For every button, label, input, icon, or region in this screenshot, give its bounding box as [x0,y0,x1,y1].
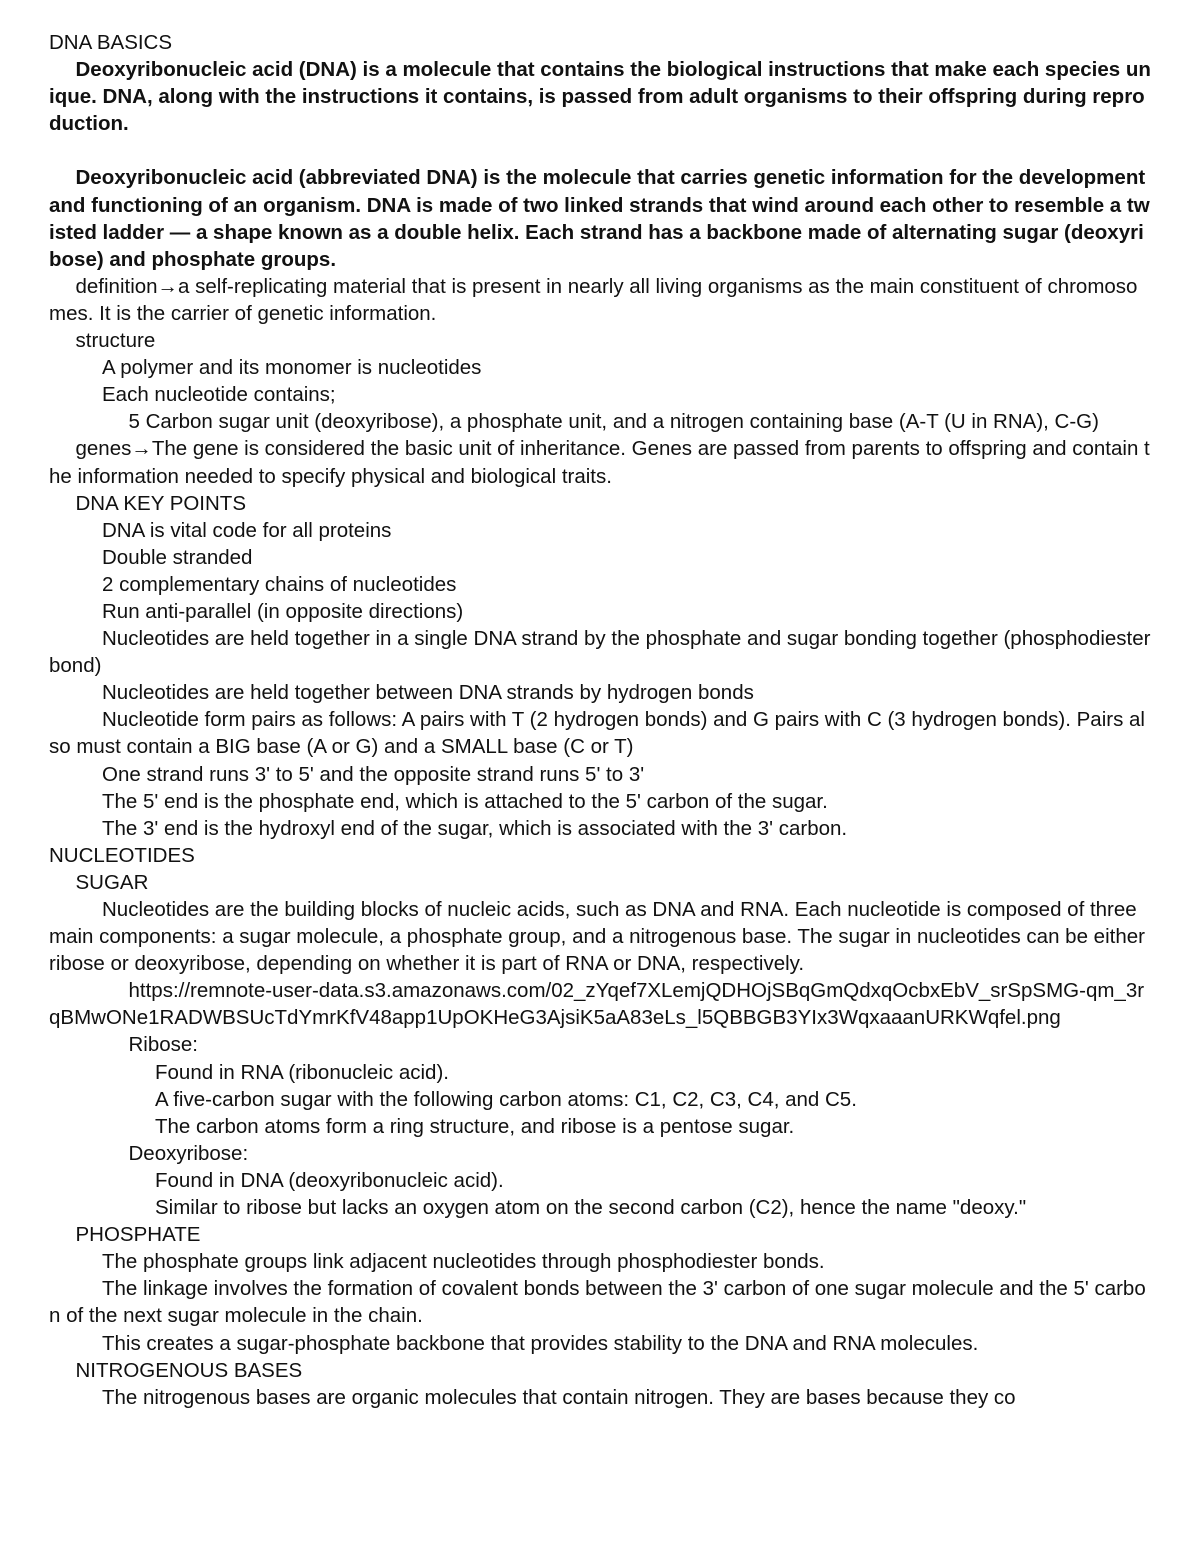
outline-line: Deoxyribonucleic acid (abbreviated DNA) is the molecule that carries genetic information for the development and functioning of an organism. DNA is made of two linked strands that wind around each other to resemble a twisted ladder — a shape known as a double helix. Each strand has a backbone made of alternating sugar (deoxyribose) and phosphate groups. [49,166,1151,271]
outline-line: Similar to ribose but lacks an oxygen atom on the second carbon (C2), hence the name "deoxy." [155,1196,1027,1220]
outline-line: SUGAR [75,870,149,894]
outline-line: Nucleotides are the building blocks of nucleic acids, such as DNA and RNA. Each nucleotide is composed of three main components: a sugar molecule, a phosphate group, and a nitrogenous base. The sugar in nucleotides can be either ribose or deoxyribose, depending on whether it is part of RNA or DNA, respectively. [49,898,1151,976]
outline-line: A five-carbon sugar with the following carbon atoms: C1, C2, C3, C4, and C5. [155,1087,857,1111]
outline-line: PHOSPHATE [75,1223,201,1247]
outline-line: https://remnote-user-data.s3.amazonaws.com/02_zYqef7XLemjQDHOjSBqGmQdxqOcbxEbV_srSpSMG-qm_3rqBMwONe1RADWBSUcTdYmrKfV48app1UpOKHeG3AjsiK5aA83eLs_l5QBBGB3YIx3WqxaaanURKWqfel.png [49,979,1145,1030]
outline-line: The phosphate groups link adjacent nucleotides through phosphodiester bonds. [102,1250,825,1274]
outline-line: Double stranded [102,545,253,569]
outline-line: 5 Carbon sugar unit (deoxyribose), a phosphate unit, and a nitrogen containing base (A-T (U in RNA), C-G) [128,410,1099,434]
outline-line: definition→a self-replicating material that is present in nearly all living organisms as the main constituent of chromosomes. It is the carrier of genetic information. [49,274,1138,325]
outline-line: The nitrogenous bases are organic molecules that contain nitrogen. They are bases because they co [102,1385,1016,1409]
outline-line: Ribose: [128,1033,199,1057]
outline-line: 2 complementary chains of nucleotides [102,572,457,596]
outline-line: One strand runs 3' to 5' and the opposite strand runs 5' to 3' [102,762,645,786]
outline-line: Deoxyribose: [128,1141,249,1165]
outline-line: Found in RNA (ribonucleic acid). [155,1060,449,1084]
section-heading: NUCLEOTIDES [49,843,195,867]
outline-line: Each nucleotide contains; [102,383,336,407]
outline-line: The carbon atoms form a ring structure, and ribose is a pentose sugar. [155,1114,795,1138]
outline-line: Nucleotide form pairs as follows: A pairs with T (2 hydrogen bonds) and G pairs with C (3 hydrogen bonds). Pairs also must contain a BIG base (A or G) and a SMALL base (C or T) [49,708,1145,759]
outline-line: Found in DNA (deoxyribonucleic acid). [155,1168,504,1192]
outline-line: Nucleotides are held together between DNA strands by hydrogen bonds [102,681,754,705]
outline-line: Deoxyribonucleic acid (DNA) is a molecule that contains the biological instructions that make each species unique. DNA, along with the instructions it contains, is passed from adult organisms to their offspring during reproduction. [49,58,1151,136]
outline-line: The 3' end is the hydroxyl end of the sugar, which is associated with the 3' carbon. [102,816,848,840]
outline-line: The 5' end is the phosphate end, which is attached to the 5' carbon of the sugar. [102,789,828,813]
outline-line: DNA is vital code for all proteins [102,518,392,542]
outline-line: Nucleotides are held together in a single DNA strand by the phosphate and sugar bonding together (phosphodiester bond) [49,627,1157,678]
blank-line [49,137,1153,164]
outline-line: The linkage involves the formation of covalent bonds between the 3' carbon of one sugar molecule and the 5' carbon of the next sugar molecule in the chain. [49,1277,1146,1328]
outline-line: NITROGENOUS BASES [75,1358,303,1382]
outline-line: Run anti-parallel (in opposite directions) [102,599,464,623]
outline-line: This creates a sugar-phosphate backbone that provides stability to the DNA and RNA molecules. [102,1331,979,1355]
outline-line: A polymer and its monomer is nucleotides [102,356,482,380]
outline-line: genes→The gene is considered the basic unit of inheritance. Genes are passed from parents to offspring and contain the information needed to specify physical and biological traits. [49,437,1150,488]
outline-line: DNA KEY POINTS [75,491,247,515]
section-heading: DNA BASICS [49,31,173,54]
document-page [49,29,1157,1411]
outline-line: structure [75,329,156,353]
